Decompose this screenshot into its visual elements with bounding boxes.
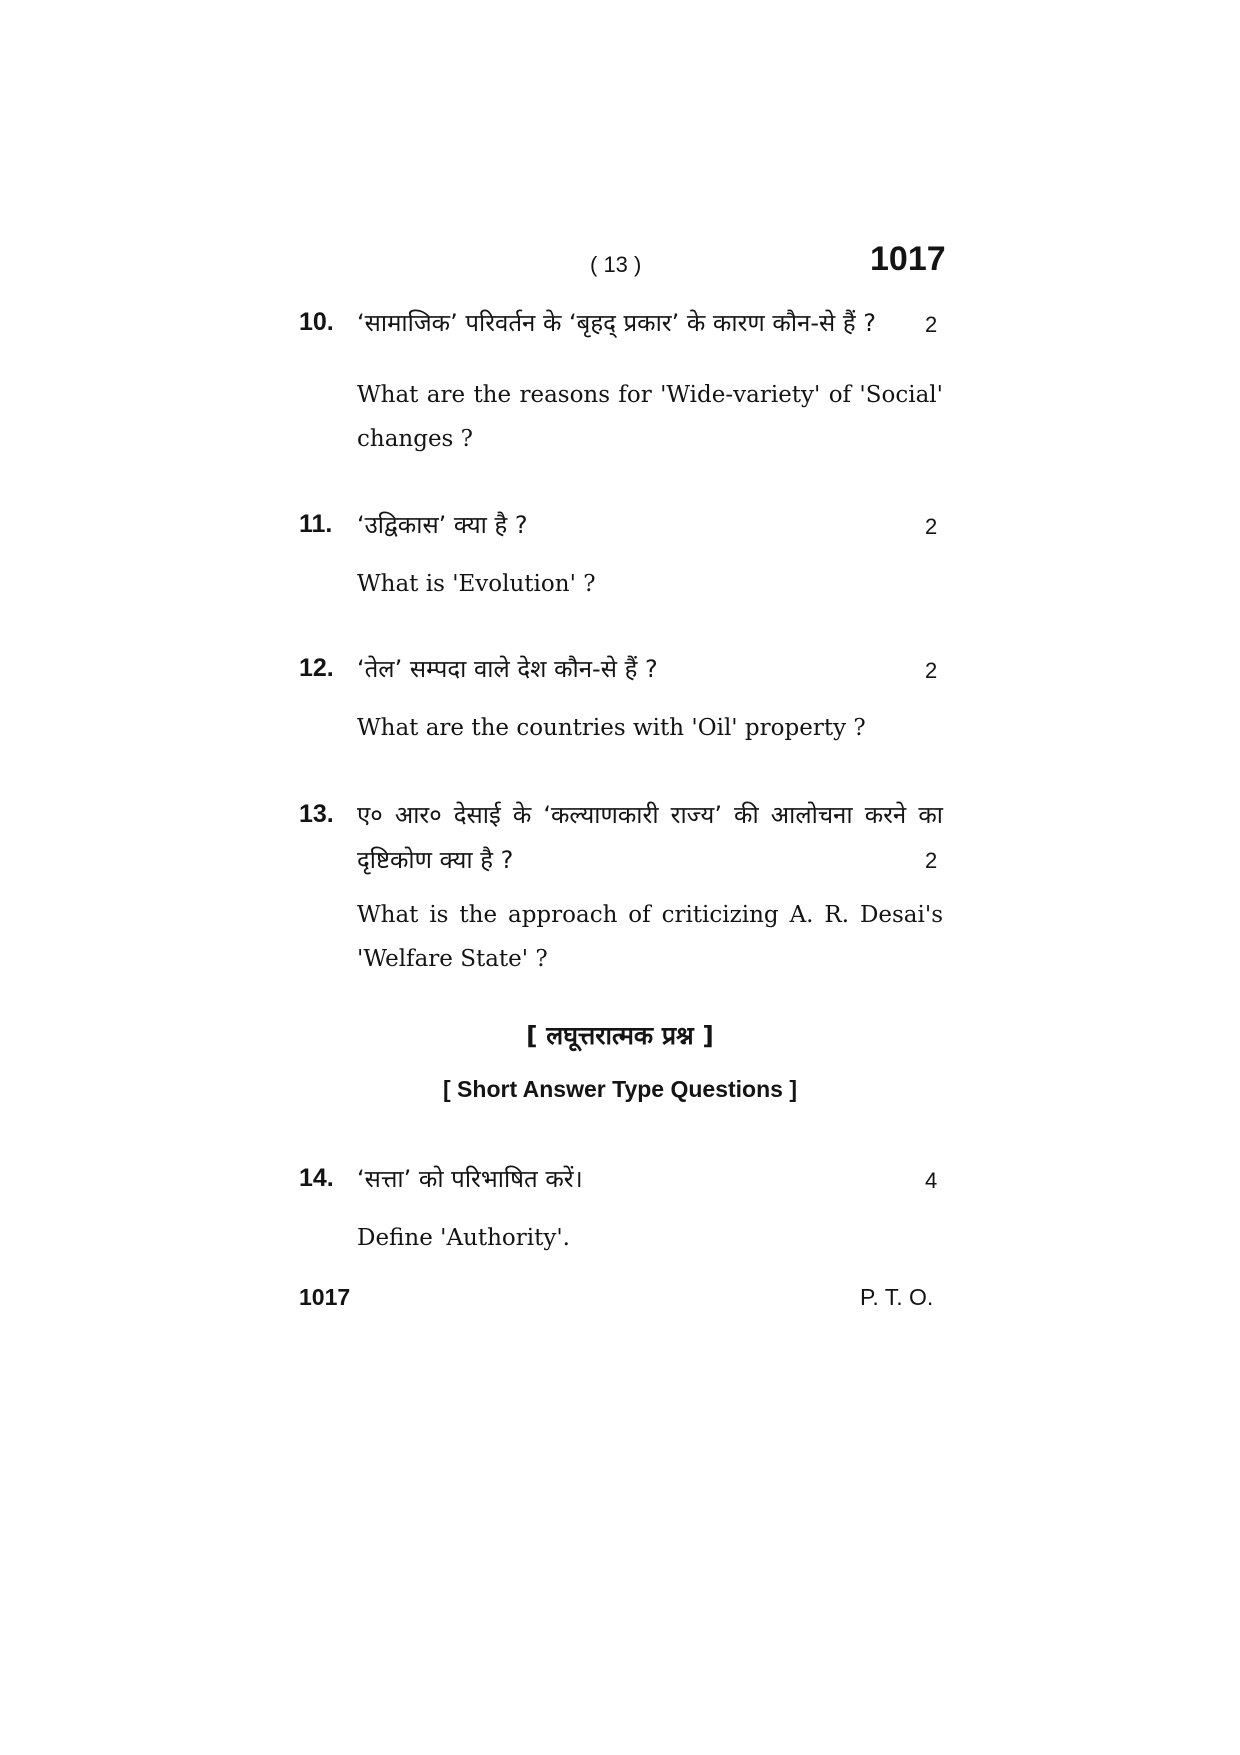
question-marks: 2 [925,658,938,683]
question-marks: 2 [925,514,938,539]
question-number: 10. [299,308,334,336]
question-text-english: Define 'Authority'. [357,1225,570,1251]
question-marks: 2 [925,848,938,873]
paper-code-header: 1017 [870,240,946,278]
paper-code-footer: 1017 [299,1284,351,1310]
question-marks: 4 [925,1168,938,1193]
question-text-english: What is the approach of criticizing A. R. Desai's 'Welfare State' ? [357,902,943,972]
page-number: ( 13 ) [590,252,642,277]
question-marks: 2 [925,312,938,337]
question-number: 14. [299,1164,334,1192]
question-text-hindi: ‘सत्ता’ को परिभाषित करें। [357,1165,583,1193]
question-text-hindi-line2: दृष्टिकोण क्या है ? [357,846,514,874]
please-turn-over: P. T. O. [860,1284,934,1310]
question-text-hindi: ‘उद्विकास’ क्या है ? [357,511,528,539]
question-text-english: What are the countries with 'Oil' property ? [357,715,866,741]
question-number: 12. [299,654,334,682]
question-text-english: What are the reasons for 'Wide-variety' of 'Social' changes ? [357,382,943,452]
question-text-hindi-line1: ए० आर० देसाई के ‘कल्याणकारी राज्य’ की आलोचना करने का [357,801,943,829]
question-text-english: What is 'Evolution' ? [357,571,596,597]
section-title-hindi: [ लघूत्तरात्मक प्रश्न ] [526,1021,714,1050]
question-text-hindi: ‘तेल’ सम्पदा वाले देश कौन-से हैं ? [357,655,658,683]
question-number: 11. [299,510,333,538]
question-text-hindi: ‘सामाजिक’ परिवर्तन के ‘बृहद् प्रकार’ के कारण कौन-से हैं ? [357,309,876,337]
question-number: 13. [299,800,334,828]
section-title-english: [ Short Answer Type Questions ] [443,1076,797,1102]
